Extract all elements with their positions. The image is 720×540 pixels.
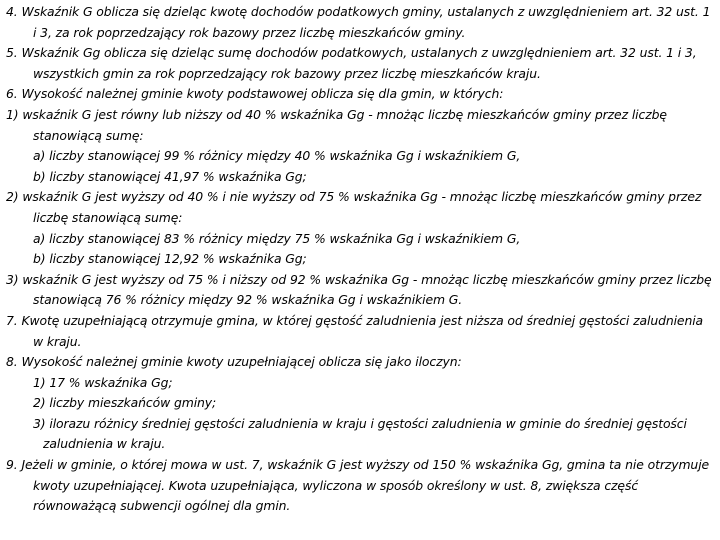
paragraph-9: 9. Jeżeli w gminie, o której mowa w ust. 7, wskaźnik G jest wyższy od 150 % wskaźnika Gg, gmina ta nie otrzymuje kwoty uzupełniającej. Kwota uzupełniająca, wyliczona w sposób określony w ust. 8, zwiększa część równoważącą subwencji ogólnej dla gmin.: [6, 457, 710, 514]
paragraph-6-point-2: 2) wskaźnik G jest wyższy od 40 % i nie wyższy od 75 % wskaźnika Gg - mnożąc liczbę mieszkańców gminy przez liczbę stanowiącą sumę:: [6, 189, 702, 225]
paragraph-6: 6. Wysokość należnej gminie kwoty podstawowej oblicza się dla gmin, w których:: [6, 86, 504, 102]
paragraph-6-point-1: 1) wskaźnik G jest równy lub niższy od 40 % wskaźnika Gg - mnożąc liczbę mieszkańców gminy przez liczbę stanowiącą sumę:: [6, 106, 667, 143]
paragraph-8: 8. Wysokość należnej gminie kwoty uzupełniającej oblicza się jako iloczyn:: [6, 354, 462, 370]
paragraph-6-point-2-b: b) liczby stanowiącej 12,92 % wskaźnika Gg;: [33, 251, 307, 267]
paragraph-6-point-1-a: a) liczby stanowiącej 99 % różnicy między 40 % wskaźnika Gg i wskaźnikiem G,: [33, 148, 521, 164]
paragraph-6-point-3: 3) wskaźnik G jest wyższy od 75 % i niższy od 92 % wskaźnika Gg - mnożąc liczbę mieszkańców gminy przez liczbę stanowiącą 76 % różnicy między 92 % wskaźnika Gg i wskaźnikiem G.: [6, 271, 712, 308]
paragraph-8-point-1: 1) 17 % wskaźnika Gg;: [33, 374, 173, 390]
paragraph-4: 4. Wskaźnik G oblicza się dzieląc kwotę dochodów podatkowych gminy, ustalanych z uwzględnieniem art. 32 ust. 1 i 3, za rok poprzedzający rok bazowy przez liczbę mieszkańców gminy.: [6, 4, 711, 40]
paragraph-7: 7. Kwotę uzupełniającą otrzymuje gmina, w której gęstość zaludnienia jest niższa od średniej gęstości zaludnienia w kraju.: [6, 312, 704, 349]
paragraph-6-point-2-a: a) liczby stanowiącej 83 % różnicy między 75 % wskaźnika Gg i wskaźnikiem G,: [33, 230, 521, 246]
paragraph-6-point-1-b: b) liczby stanowiącej 41,97 % wskaźnika Gg;: [33, 168, 307, 184]
paragraph-8-point-2: 2) liczby mieszkańców gminy;: [33, 395, 217, 411]
paragraph-8-point-3: 3) ilorazu różnicy średniej gęstości zaludnienia w kraju i gęstości zaludnienia w gminie do średniej gęstości zaludnienia w kraju.: [33, 415, 687, 452]
paragraph-5: 5. Wskaźnik Gg oblicza się dzieląc sumę dochodów podatkowych, ustalanych z uwzględnieniem art. 32 ust. 1 i 3, wszystkich gmin za rok poprzedzający rok bazowy przez liczbę mieszkańców kraju.: [6, 45, 697, 81]
